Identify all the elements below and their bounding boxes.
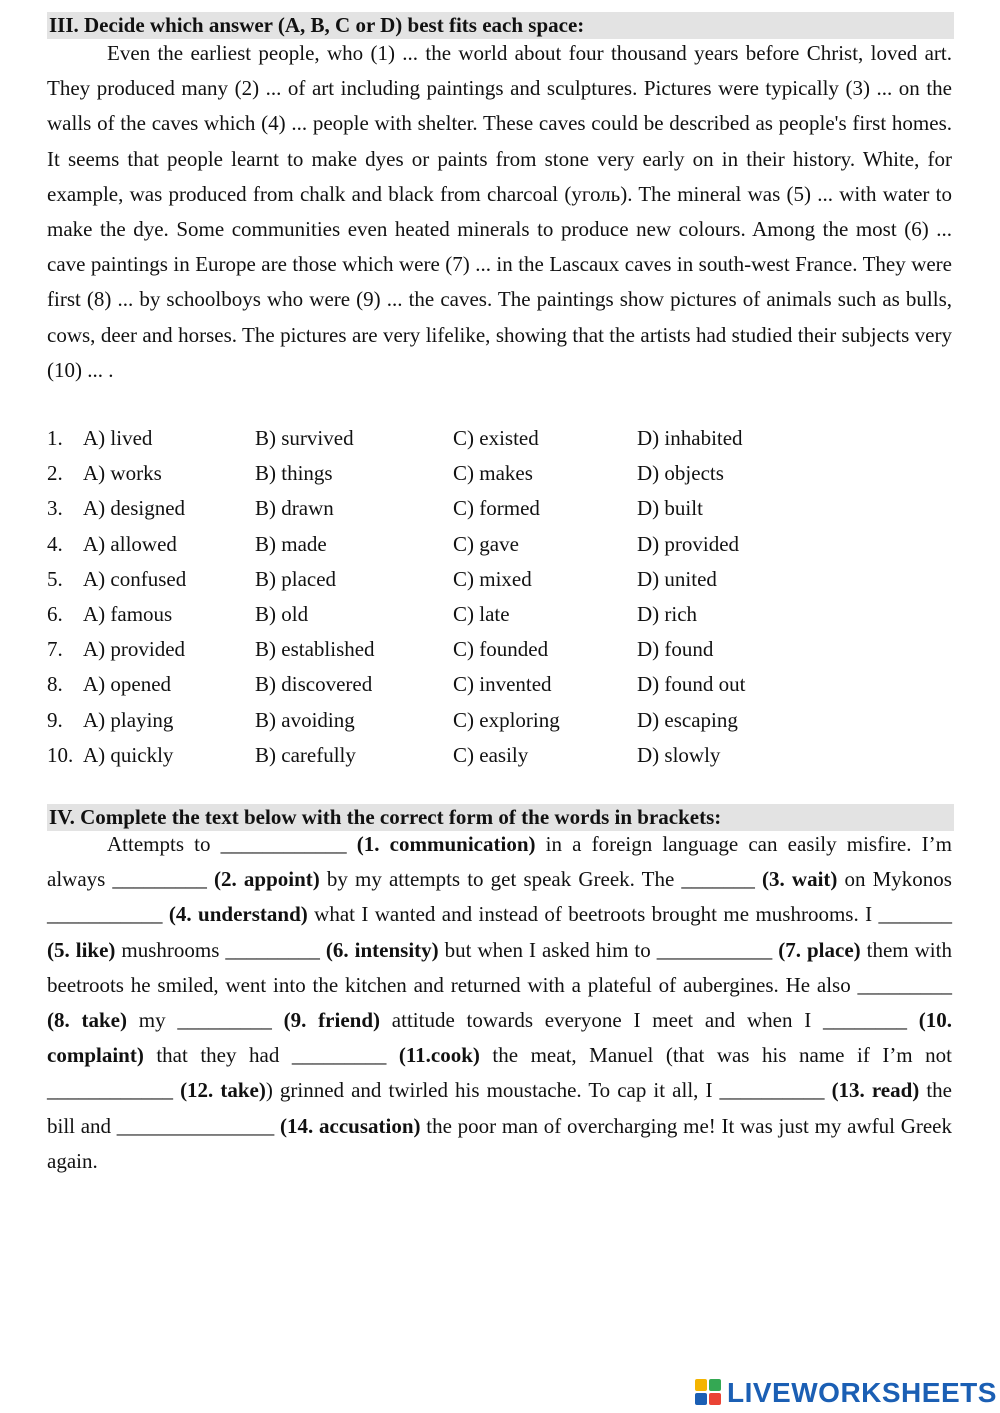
word-cue: (11.cook) <box>398 1043 480 1068</box>
text-segment: the bill and _______________ <box>47 1078 953 1138</box>
option-c: C) late <box>453 602 510 626</box>
word-cue: (2. appoint) <box>214 867 320 892</box>
option-d: D) slowly <box>637 742 721 767</box>
word-cue: (12. take) <box>180 1078 266 1103</box>
word-cue: (9. friend) <box>283 1008 381 1033</box>
question-number: 6. <box>47 602 63 626</box>
question-number: 4. <box>47 531 63 556</box>
text-segment: ) grinned and twirled his moustache. To cap it all, I __________ <box>265 1078 832 1103</box>
text-segment: Attempts to ____________ <box>107 832 357 856</box>
word-cue: (6. intensity) <box>325 937 439 962</box>
word-cue: (4. understand) <box>168 902 308 927</box>
option-c: C) founded <box>453 637 549 662</box>
word-cue: (13. read) <box>831 1078 920 1103</box>
option-a: A) opened <box>83 672 172 697</box>
option-d: D) rich <box>637 602 698 626</box>
question-number: 1. <box>47 426 63 450</box>
option-c: C) invented <box>453 672 552 697</box>
text-segment: on Mykonos ___________ <box>47 867 952 927</box>
word-cue: (3. wait) <box>762 867 838 892</box>
option-b: B) made <box>255 531 327 556</box>
question-number: 9. <box>47 707 63 732</box>
option-a: A) allowed <box>83 531 177 556</box>
option-c: C) gave <box>453 531 519 556</box>
liveworksheets-logo <box>695 1375 997 1411</box>
option-d: D) escaping <box>637 707 738 732</box>
option-b: B) established <box>255 637 375 662</box>
option-a: A) designed <box>83 496 186 521</box>
option-a: A) confused <box>83 566 187 591</box>
option-c: C) easily <box>453 742 529 767</box>
section-4-passage <box>47 827 952 1179</box>
text-segment: that they had _________ <box>143 1043 399 1068</box>
option-c: C) makes <box>453 461 533 486</box>
option-c: C) existed <box>453 426 539 450</box>
option-b: B) things <box>255 461 333 486</box>
text-segment: them with beetroots he smiled, went into the kitchen and returned with a plateful of aubergines. He also _________ <box>47 937 952 997</box>
option-d: D) found out <box>637 672 746 697</box>
option-b: B) discovered <box>255 672 373 697</box>
section-3-passage: Even the earliest people, who (1) ... the world about four thousand years before Christ, loved art. They produced many (2) ... of art including paintings and sculptures. Pictures were typically (3) ... on the walls of the caves which (4) ... people with shelter. These caves could be described as people's first homes. It seems that people learnt to make dyes or paints from stone very early on in their history. White, for example, was produced from chalk and black from charcoal (уголь). The mineral was (5) ... with water to make the dye. Some communities even heated minerals to produce new colours. Among the most (6) ... cave paintings in Europe are those which were (7) ... in the Lascaux caves in south-west France. They were first (8) ... by schoolboys who were (9) ... the caves. The paintings show pictures of animals such as bulls, cows, deer and horses. The pictures are very lifelike, showing that the artists had studied their subjects very (10) ... . <box>47 41 952 382</box>
section-4-heading: IV. Complete the text below with the correct form of the words in brackets: <box>47 804 954 831</box>
option-b: B) placed <box>255 566 337 591</box>
option-b: B) survived <box>255 426 354 450</box>
text-segment: by my attempts to get speak Greek. The _______ <box>319 867 763 892</box>
option-a: A) provided <box>83 637 186 662</box>
text-segment: what I wanted and instead of beetroots brought me mushrooms. I _______ <box>307 902 952 927</box>
option-a: A) playing <box>83 707 174 732</box>
option-a: A) works <box>83 461 162 486</box>
option-c: C) exploring <box>453 707 560 732</box>
word-cue: (14. accusation) <box>280 1113 421 1138</box>
question-number: 5. <box>47 566 63 591</box>
question-number: 3. <box>47 496 63 521</box>
option-d: D) united <box>637 566 717 591</box>
question-number: 7. <box>47 637 63 662</box>
question-number: 2. <box>47 461 63 486</box>
text-segment: but when I asked him to ___________ <box>438 937 779 962</box>
option-d: D) inhabited <box>637 426 743 450</box>
option-b: B) avoiding <box>255 707 355 732</box>
word-cue: (10. complaint) <box>47 1008 952 1068</box>
word-cue: (8. take) <box>47 1008 128 1033</box>
option-d: D) built <box>637 496 703 521</box>
word-cue: (7. place) <box>778 937 861 962</box>
text-segment: the meat, Manuel (that was his name if I’m not ____________ <box>47 1043 952 1103</box>
option-a: A) quickly <box>83 742 174 767</box>
text-segment: in a foreign language can easily misfire. I’m always _________ <box>47 832 952 892</box>
option-b: B) old <box>255 602 309 626</box>
text-segment: mushrooms _________ <box>115 937 326 962</box>
text-segment: attitude towards everyone I meet and when I ________ <box>380 1008 919 1033</box>
option-c: C) formed <box>453 496 540 521</box>
option-b: B) carefully <box>255 742 356 767</box>
option-c: C) mixed <box>453 566 532 591</box>
question-number: 10. <box>47 742 74 767</box>
word-cue: (1. communication) <box>356 832 536 856</box>
option-a: A) lived <box>83 426 153 450</box>
option-d: D) objects <box>637 461 724 486</box>
question-number: 8. <box>47 672 63 697</box>
option-a: A) famous <box>83 602 173 626</box>
liveworksheets-logo-icon <box>695 1379 723 1407</box>
brand-name: LIVEWORKSHEETS <box>727 1377 997 1408</box>
text-segment: the poor man of overcharging me! It was just my awful Greek again. <box>47 1113 952 1173</box>
text-segment: my _________ <box>127 1008 284 1033</box>
option-d: D) found <box>637 637 714 662</box>
option-d: D) provided <box>637 531 740 556</box>
section-3-heading: III. Decide which answer (A, B, C or D) best fits each space: <box>47 12 954 39</box>
word-cue: (5. like) <box>47 937 116 962</box>
option-b: B) drawn <box>255 496 334 521</box>
